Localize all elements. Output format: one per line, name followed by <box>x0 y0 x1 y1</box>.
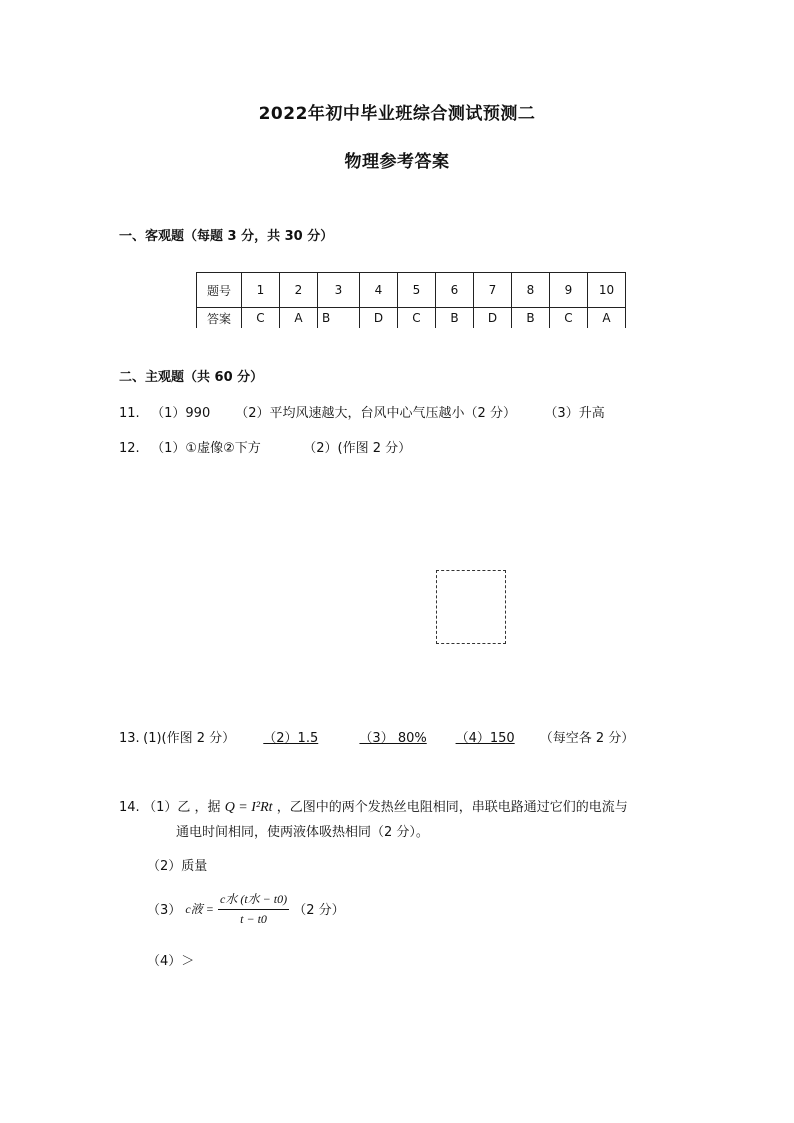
question-14-part-2: （2）质量 <box>147 859 208 874</box>
table-cell: 7 <box>474 273 512 308</box>
fraction-numerator: c水 (t水 − t0) <box>218 890 289 910</box>
answer-part-1: (1)(作图 2 分） <box>143 731 236 746</box>
table-cell: 1 <box>242 273 280 308</box>
section-subjective-heading: 二、主观题（共 60 分） <box>119 370 264 385</box>
table-cell: B <box>512 308 550 329</box>
answer-part-1-prefix: （1）乙 ，据 <box>143 800 221 815</box>
answer-part-3-prefix: （3） <box>147 903 182 918</box>
fraction-denominator: t − t0 <box>240 912 267 926</box>
answer-part-4: （4）150 <box>455 731 515 746</box>
table-cell: 9 <box>550 273 588 308</box>
table-cell: C <box>398 308 436 329</box>
table-cell: D <box>474 308 512 329</box>
answer-part-3: （3） 80% <box>359 731 427 746</box>
table-cell: 8 <box>512 273 550 308</box>
question-14-part-1-continued: 通电时间相同，使两液体吸热相同（2 分）。 <box>176 825 429 840</box>
answer-part-2: （2）平均风速越大，台风中心气压越小（2 分） <box>235 406 516 421</box>
formula-lhs: c液 = <box>185 902 214 916</box>
drawing-placeholder-box <box>436 570 506 644</box>
table-cell: A <box>280 308 318 329</box>
table-cell: 3 <box>318 273 360 308</box>
table-cell: C <box>550 308 588 329</box>
table-row <box>197 273 626 308</box>
page-subtitle: 物理参考答案 <box>344 152 450 172</box>
question-number: 11. <box>119 406 140 421</box>
answer-part-5: （每空各 2 分） <box>539 731 635 746</box>
question-number: 13. <box>119 731 140 746</box>
table-cell: 4 <box>360 273 398 308</box>
table-cell: 10 <box>588 273 626 308</box>
table-cell: A <box>588 308 626 329</box>
formula-fraction <box>218 890 289 927</box>
question-number: 12. <box>119 441 140 456</box>
answer-part-1: （1）990 <box>151 406 211 421</box>
question-11 <box>119 402 605 421</box>
answer-part-2: （2）(作图 2 分） <box>303 441 412 456</box>
answer-part-3-suffix: （2 分） <box>293 903 345 918</box>
question-number: 14. <box>119 800 140 815</box>
answer-part-2: （2）1.5 <box>263 731 319 746</box>
table-header-cell: 答案 <box>197 308 242 329</box>
question-13 <box>119 727 634 746</box>
question-14-part-4: （4）＞ <box>147 954 195 969</box>
table-cell: C <box>242 308 280 329</box>
table-cell: B <box>436 308 474 329</box>
question-12 <box>119 437 411 456</box>
answer-part-3: （3）升高 <box>544 406 605 421</box>
table-header-cell: 题号 <box>197 273 242 308</box>
table-row <box>197 308 626 329</box>
table-cell: 2 <box>280 273 318 308</box>
question-14-part-3 <box>147 890 345 927</box>
table-cell: D <box>360 308 398 329</box>
table-cell: 5 <box>398 273 436 308</box>
answer-table <box>196 272 626 328</box>
table-cell: 6 <box>436 273 474 308</box>
question-14-part-1 <box>119 796 628 816</box>
answer-part-1: （1）①虚像②下方 <box>151 441 261 456</box>
answer-part-1-text: ，乙图中的两个发热丝电阻相同，串联电路通过它们的电流与 <box>276 800 628 815</box>
formula-joule-law: Q = I²Rt <box>224 800 273 815</box>
page-title: 2022年初中毕业班综合测试预测二 <box>258 104 536 124</box>
table-cell: B <box>318 308 360 329</box>
section-objective-heading: 一、客观题（每题 3 分，共 30 分） <box>119 229 334 244</box>
